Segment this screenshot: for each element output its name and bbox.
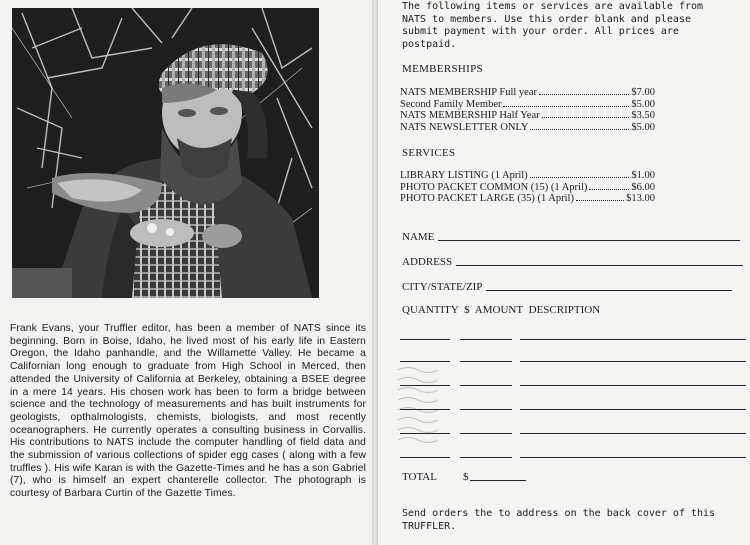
order-intro: The following items or services are available from NATS to members. Use this order blank and please submit payment with your order. All prices are postpaid.: [402, 1, 704, 50]
address-label: ADDRESS: [402, 256, 453, 268]
send-orders-note: Send orders the to address on the back cover of this TRUFFLER.: [402, 508, 716, 532]
editor-bio: Frank Evans, your Truffler editor, has been a member of NATS since its beginning. Born in Boise, Idaho, he lived most of his early life in Eastern Oregon, the Idaho panhandle, and the Willamette Valley. He became a Californian long enough to graduate from High School in Merced, then attended the University of California at Berkeley, obtaining a BSEE degree in a mere 14 years. His chosen work has been to form a bridge between science and the technology of measurements and has built instruments for geologists, opthalmologists, chemists, biologists, and most recently oceanographers. He currently operates a consulting business in Corvallis. His contributions to NATS include the computer handling of field data and the submission of various collections of spider egg cases ( along with a few truffles ). His wife Karan is with the Gazette-Times and he has a son Gabriel (7), who is himself an expert chanterelle collector. The photograph is courtesy of Barbara Curtin of the Gazette Times.: [10, 323, 366, 500]
item-price: $7.00: [631, 87, 655, 98]
item-label: NATS MEMBERSHIP Full year: [400, 87, 537, 98]
item-label: LIBRARY LISTING (1 April): [400, 170, 528, 181]
name-line[interactable]: [438, 240, 740, 241]
item-label: PHOTO PACKET COMMON (15) (1 April): [400, 181, 588, 193]
leader-dots: [530, 177, 630, 178]
amount-line[interactable]: [460, 361, 512, 362]
quantity-line[interactable]: [400, 457, 450, 458]
description-line[interactable]: [520, 361, 746, 362]
item-price: $5.00: [631, 121, 655, 133]
item-label: Second Family Member: [400, 98, 502, 110]
item-price: $5.00: [631, 98, 655, 110]
quantity-line[interactable]: [400, 339, 450, 340]
postmark-ghost: [398, 360, 438, 460]
amount-line[interactable]: [460, 433, 512, 434]
memberships-heading: MEMBERSHIPS: [402, 63, 483, 75]
item-price: $3.50: [631, 110, 655, 122]
description-line[interactable]: [520, 433, 746, 434]
price-row: [400, 170, 655, 182]
quantity-line[interactable]: [400, 409, 450, 410]
services-heading: SERVICES: [402, 147, 456, 159]
leader-dots: [542, 117, 630, 118]
total-label: TOTAL: [402, 471, 437, 483]
leader-dots: [589, 189, 629, 190]
memberships-list: [400, 87, 655, 133]
item-price: $6.00: [631, 181, 655, 193]
price-row: [400, 87, 655, 99]
amount-line[interactable]: [460, 385, 512, 386]
total-line[interactable]: [470, 480, 526, 481]
quantity-line[interactable]: [400, 385, 450, 386]
editor-photo-illustration: [12, 8, 319, 298]
amount-line[interactable]: [460, 457, 512, 458]
total-currency: $: [462, 471, 469, 483]
price-row: [400, 110, 655, 122]
quantity-line[interactable]: [400, 361, 450, 362]
item-label: NATS NEWSLETTER ONLY: [400, 121, 529, 133]
leader-dots: [539, 94, 629, 95]
city-state-zip-line[interactable]: [486, 290, 732, 291]
services-list: [400, 170, 655, 205]
item-price: $13.00: [626, 193, 655, 205]
city-state-zip-label: CITY/STATE/ZIP: [402, 281, 483, 293]
address-line[interactable]: [456, 265, 743, 266]
name-field[interactable]: [402, 231, 740, 243]
price-row: [400, 122, 655, 134]
leader-dots: [576, 200, 624, 201]
price-row: [400, 99, 655, 111]
description-line[interactable]: [520, 457, 746, 458]
item-price: $1.00: [631, 170, 655, 181]
quantity-line[interactable]: [400, 433, 450, 434]
price-row: [400, 182, 655, 194]
right-page: [378, 0, 750, 545]
leader-dots: [530, 129, 629, 130]
total-field[interactable]: [402, 471, 526, 483]
name-label: NAME: [402, 231, 435, 243]
editor-photo: [12, 8, 319, 298]
left-page: [0, 0, 372, 545]
price-row: [400, 193, 655, 205]
description-line[interactable]: [520, 409, 746, 410]
amount-line[interactable]: [460, 339, 512, 340]
city-state-zip-field[interactable]: [402, 281, 732, 293]
order-table-header: QUANTITY $ AMOUNT DESCRIPTION: [402, 304, 601, 316]
item-label: NATS MEMBERSHIP Half Year: [400, 110, 540, 122]
description-line[interactable]: [520, 339, 746, 340]
leader-dots: [503, 106, 629, 107]
amount-line[interactable]: [460, 409, 512, 410]
description-line[interactable]: [520, 385, 746, 386]
item-label: PHOTO PACKET LARGE (35) (1 April): [400, 193, 574, 205]
address-field[interactable]: [402, 256, 743, 268]
